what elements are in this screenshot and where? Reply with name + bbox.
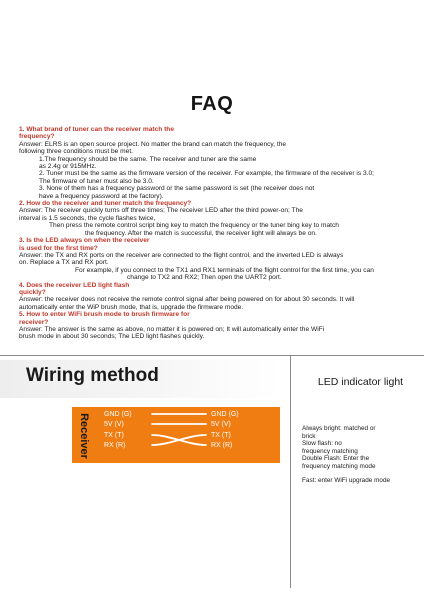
- faq-answer-line: Answer: the TX and RX ports on the receiver are connected to the flight control, and the inverted LED is always: [19, 251, 344, 259]
- led-line: Fast: enter WiFi upgrade mode: [302, 476, 391, 484]
- faq-answer-line: the frequency. After the match is successful, the receiver light will always be on.: [85, 229, 317, 237]
- faq-answer-line: For example, if you connect to the TX1 and RX1 terminals of the flight control for the first time, you can: [75, 266, 374, 274]
- faq-answer-line: The firmware of tuner must also be 3.0.: [39, 177, 154, 185]
- faq-question-line: 3. Is the LED always on when the receiver: [19, 237, 150, 245]
- faq-answer-line: change to TX2 and RX2; Then open the UART2 port.: [127, 274, 282, 282]
- led-line: brick: [302, 432, 316, 440]
- receiver-pin-label: TX (T): [104, 431, 124, 439]
- faq-question-line: 5. How to enter WiFi brush mode to brush firmware for: [19, 311, 190, 319]
- section-divider-horizontal: [0, 355, 424, 356]
- faq-question-line: frequency?: [19, 133, 55, 141]
- receiver-pin-label: GND (G): [104, 410, 132, 418]
- flight-control-pin-label: TX (T): [211, 431, 231, 439]
- faq-question-line: is used for the first time?: [19, 244, 98, 252]
- faq-answer-line: following three conditions must be met.: [19, 148, 133, 156]
- faq-answer-line: have a frequency password at the factory).: [39, 192, 164, 200]
- led-title: LED indicator light: [317, 376, 404, 388]
- receiver-pin-label: RX (R): [104, 441, 126, 449]
- faq-question-line: 1. What brand of tuner can the receiver match the: [19, 126, 174, 133]
- faq-answer-line: on. Replace a TX and RX port.: [19, 259, 109, 267]
- led-line: Double Flash: Enter the: [302, 455, 370, 463]
- faq-answer-line: Answer: The answer is the same as above, no matter it is powered on; It will automatically enter the WiFi: [19, 325, 325, 333]
- wiring-title: Wiring method: [26, 365, 159, 386]
- faq-question-line: quickly?: [19, 288, 46, 296]
- receiver-label: Receiver: [78, 413, 91, 459]
- wiring-diagram: [0, 400, 290, 480]
- flight-control-pin-label: 5V (V): [211, 420, 231, 428]
- faq-answer-line: Answer: ELRS is an open source project. No matter the brand can match the frequency, the: [19, 140, 287, 148]
- led-line: frequency matching: [302, 447, 358, 455]
- flight-control-pin-label: GND (G): [211, 410, 239, 418]
- faq-answer-line: Then press the remote control script bing key to match the frequency or the tuner bing key to match: [49, 222, 339, 230]
- faq-answer-line: automatically enter the WiP brush mode, that is, upgrade the firmware mode.: [19, 303, 244, 311]
- faq-answer-line: as 2.4g or 915MHz.: [39, 163, 97, 171]
- faq-question-line: 4. Does the receiver LED light flash: [19, 281, 130, 289]
- faq-answer-line: 2. Tuner must be the same as the firmware version of the receiver. For example, the firmware of the receiver is 3.0;: [39, 170, 374, 178]
- led-line: frequency matching mode: [302, 462, 376, 470]
- faq-answer-line: brush mode in about 30 seconds; The LED light flashes quickly.: [19, 333, 205, 341]
- faq-content: [19, 126, 415, 341]
- led-line: Slow flash: no: [302, 440, 342, 448]
- faq-answer-line: 1.The frequency should be the same. The receiver and tuner are the same: [39, 155, 257, 163]
- faq-answer-line: 3. None of them has a frequency password or the same password is set (the receiver does not: [39, 185, 315, 193]
- faq-question-line: 2. How do the receiver and tuner match the frequency?: [19, 200, 192, 208]
- faq-question-line: receiver?: [19, 318, 49, 326]
- faq-answer-line: Answer: The receiver quickly turns off three times; The receiver LED after the third power-on; The: [19, 207, 303, 215]
- receiver-pin-label: 5V (V): [104, 420, 124, 428]
- faq-title: FAQ: [190, 93, 234, 115]
- faq-answer-line: Answer: the receiver does not receive the remote control signal after being powered on for about 30 seconds. It will: [19, 296, 355, 304]
- faq-answer-line: interval is 1.5 seconds, the cycle flashes twice,: [19, 214, 156, 222]
- section-divider-vertical: [290, 356, 291, 588]
- flight-control-pin-label: RX (R): [211, 441, 233, 449]
- led-description: [302, 425, 424, 484]
- led-line: Always bright: matched or: [302, 425, 376, 432]
